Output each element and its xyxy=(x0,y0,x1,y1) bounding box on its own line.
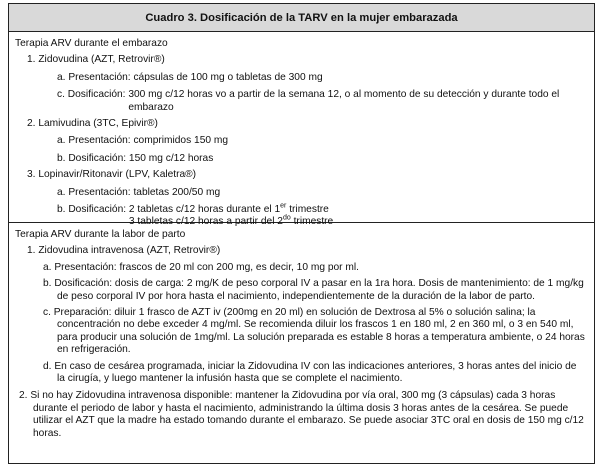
para-dosificacion: b. Dosificación: dosis de carga: 2 mg/K de peso corporal IV a pasar en la 1ra hora. Dosis de mantenimiento: de 1 mg/kg de peso corporal IV por hora hasta el nacimiento, independientemente de la duración de la labor de parto. xyxy=(43,278,584,302)
item-zidovudina-iv: 1. Zidovudina intravenosa (AZT, Retrovir®) xyxy=(27,245,221,257)
sub-dosificacion: b. Dosificación: 2 tabletas c/12 horas durante el 1er trimestre 3 tabletas c/12 horas a partir del $2^{do}$ trimestre xyxy=(57,202,334,228)
section-title: Terapia ARV durante el embarazo xyxy=(15,38,168,49)
dosage-table xyxy=(8,3,595,464)
section-title: Terapia ARV durante la labor de parto xyxy=(15,229,186,240)
para-cesarea: d. En caso de cesárea programada, iniciar la Zidovudina IV con las indicaciones anteriores, 3 horas antes del inicio de la cirugía, y luego mantener la infusión hasta que se complete el nacimiento. xyxy=(43,360,577,385)
sub-presentacion: a. Presentación: cápsulas de 100 mg o tabletas de 300 mg xyxy=(57,71,323,83)
item-zidovudina-oral: 2. Si no hay Zidovudina intravenosa disponible: mantener la Zidovudina por vía oral, 300 mg (3 cápsulas) cada 3 horas durante el periodo de labor y hasta el nacimiento, administrando la última dosis 3 horas antes de la cesárea. Se puede utilizar el AZT que la madre ha estado tomando durante el embarazo. Se puede asociar 3TC oral en dosis de 150 mg c/12 horas. xyxy=(19,390,584,439)
section-labor xyxy=(9,223,594,463)
item-lamivudina: 2. Lamivudina (3TC, Epivir®) xyxy=(27,118,158,130)
item-lopinavir: 3. Lopinavir/Ritonavir (LPV, Kaletra®) xyxy=(27,169,197,181)
para-presentacion: a. Presentación: frascos de 20 ml con 200 mg, es decir, 10 mg por ml. xyxy=(43,261,359,273)
section-pregnancy xyxy=(9,32,594,228)
sub-presentacion: a. Presentación: tabletas 200/50 mg xyxy=(57,186,221,198)
sub-dosificacion: c. Dosificación: 300 mg c/12 horas vo a partir de la semana 12, o al momento de su detección y durante todo el embarazo xyxy=(57,89,560,113)
sub-presentacion: a. Presentación: comprimidos 150 mg xyxy=(57,135,229,147)
sub-dosificacion: b. Dosificación: 150 mg c/12 horas xyxy=(57,152,214,164)
para-preparacion: c. Preparación: diluir 1 frasco de AZT iv (200mg en 20 ml) en solución de Dextrosa al 5% o solución salina; la concentración no debe exceder 4 mg/ml. Se recomienda diluir los frascos 1 en 180 ml, 2 en 360 ml, o 3 en 540 ml, para producir una solución de 1mg/ml. La solución preparada es estable 8 horas a temperatura ambiente, o 24 horas en refrigeración. xyxy=(43,307,585,356)
item-zidovudina: 1. Zidovudina (AZT, Retrovir®) xyxy=(27,54,165,66)
table-caption: Cuadro 3. Dosificación de la TARV en la mujer embarazada xyxy=(9,4,594,32)
